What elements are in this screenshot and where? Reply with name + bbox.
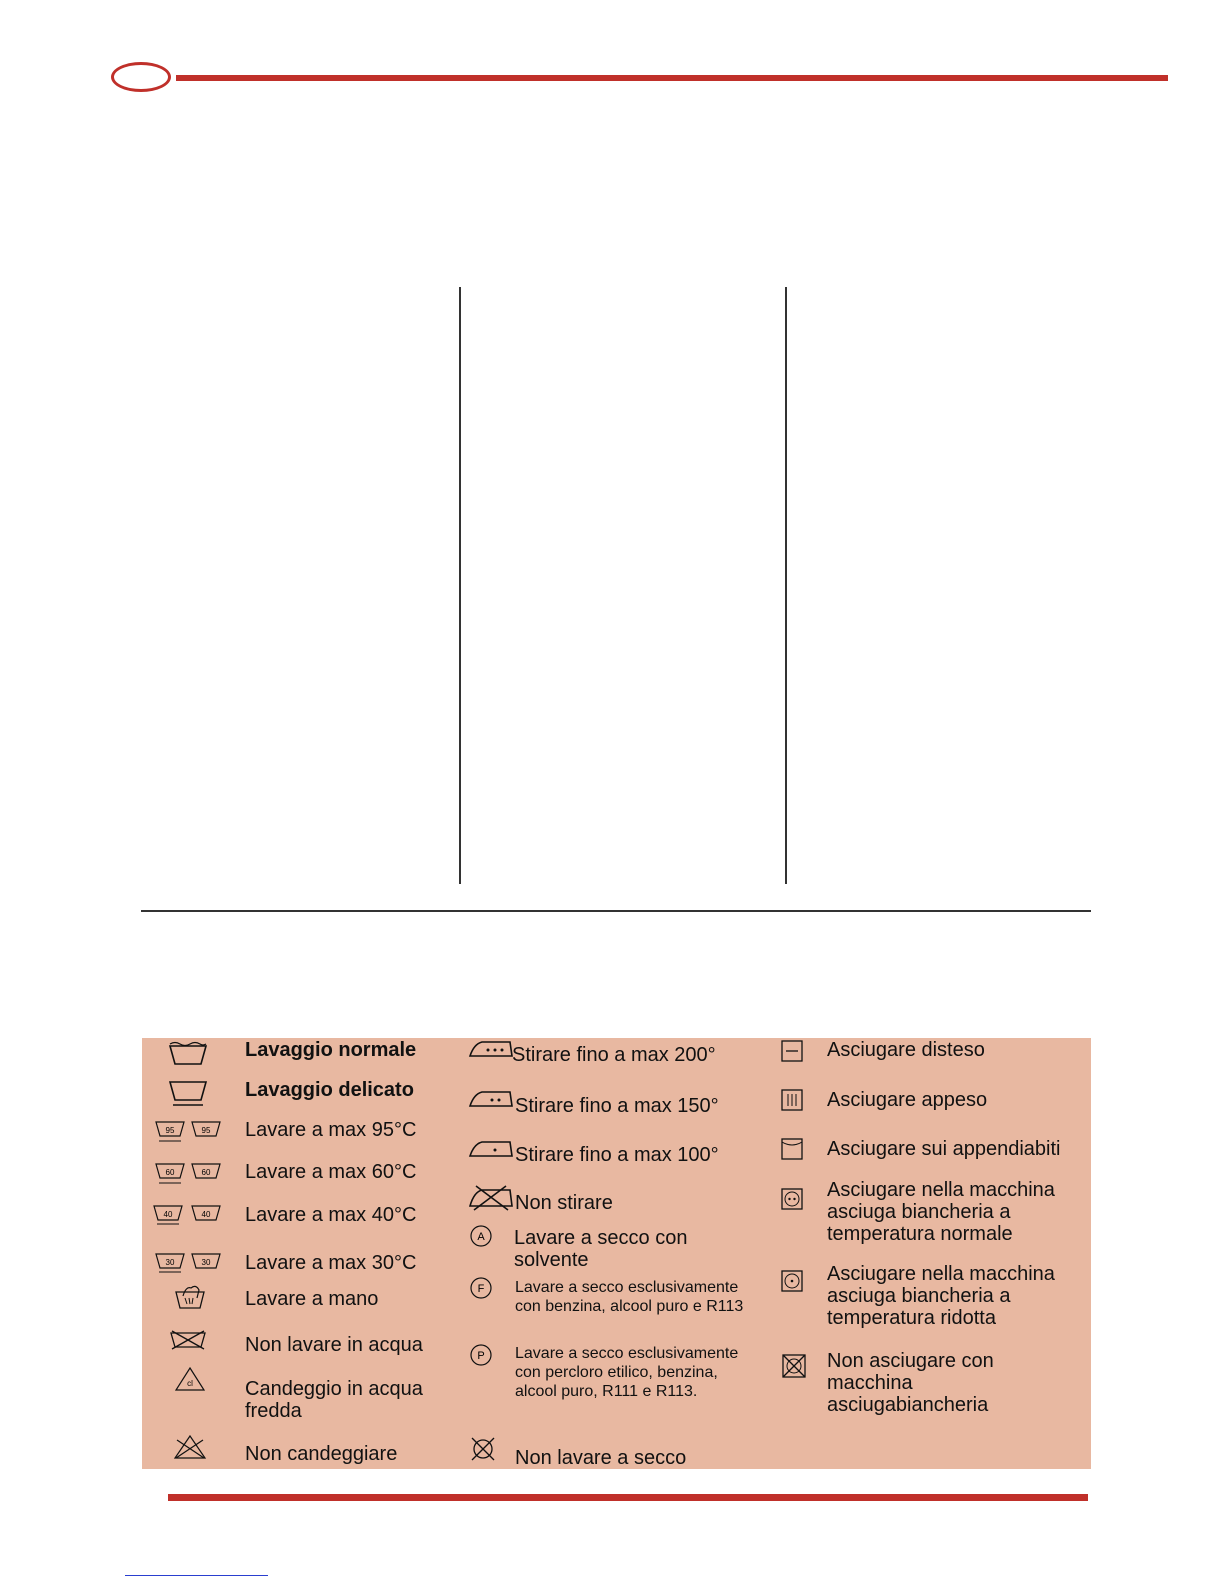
svg-text:P: P <box>477 1350 485 1362</box>
dry-clean-petrol-label: Lavare a secco esclusivamente con benzina, alcool puro e R113 <box>515 1279 744 1315</box>
tumble-dry-normal-icon <box>781 1188 803 1210</box>
no-tumble-dry-label: Non asciugare con macchina asciugabiancheria <box>827 1350 994 1416</box>
svg-text:F: F <box>477 1283 485 1295</box>
iron-150-label: Stirare fino a max 150° <box>515 1095 719 1117</box>
wash-95-label: Lavare a max 95°C <box>245 1119 417 1141</box>
drip-dry-icon <box>781 1089 803 1111</box>
iron-1-dot-icon <box>468 1138 514 1160</box>
section-divider <box>141 910 1091 912</box>
svg-text:60: 60 <box>165 1168 175 1177</box>
tumble-dry-normal-label: Asciugare nella macchina asciuga biancheria a temperatura normale <box>827 1179 1055 1245</box>
dry-clean-solvent-label: Lavare a secco con solvente <box>514 1227 688 1271</box>
iron-3-dots-icon <box>468 1038 514 1060</box>
dry-clean-p-icon <box>469 1343 493 1367</box>
svg-text:40: 40 <box>201 1210 211 1219</box>
dry-clean-f-icon <box>469 1276 493 1300</box>
drip-dry-label: Asciugare appeso <box>827 1089 988 1111</box>
svg-text:60: 60 <box>201 1168 211 1177</box>
dry-flat-icon <box>781 1040 803 1062</box>
tumble-dry-low-label: Asciugare nella macchina asciuga biancheria a temperatura ridotta <box>827 1263 1055 1329</box>
wash-40-icon <box>152 1202 224 1228</box>
column-divider-right <box>785 287 787 884</box>
dry-flat-label: Asciugare disteso <box>827 1039 985 1061</box>
no-dry-clean-icon <box>470 1436 496 1462</box>
bleach-cl-icon <box>174 1366 206 1392</box>
column-divider-left <box>459 287 461 884</box>
tumble-dry-low-icon <box>781 1270 803 1292</box>
no-iron-icon <box>468 1184 514 1210</box>
wash-normal-label: Lavaggio normale <box>245 1039 417 1061</box>
no-dry-clean-label: Non lavare a secco <box>515 1447 687 1469</box>
care-symbols-panel <box>142 1038 1091 1469</box>
no-iron-label: Non stirare <box>515 1192 613 1214</box>
line-dry-label: Asciugare sui appendiabiti <box>827 1138 1061 1160</box>
wash-40-label: Lavare a max 40°C <box>245 1204 417 1226</box>
bleach-cold-label: Candeggio in acqua fredda <box>245 1378 423 1422</box>
iron-100-label: Stirare fino a max 100° <box>515 1144 719 1166</box>
svg-text:A: A <box>477 1231 485 1243</box>
no-bleach-label: Non candeggiare <box>245 1443 398 1465</box>
footer-link-underline[interactable] <box>125 1575 268 1576</box>
iron-2-dots-icon <box>468 1088 514 1110</box>
language-badge <box>111 62 171 92</box>
no-bleach-icon <box>172 1434 208 1460</box>
no-wash-label: Non lavare in acqua <box>245 1334 423 1356</box>
dry-clean-a-icon <box>469 1224 493 1248</box>
line-dry-icon <box>781 1138 803 1160</box>
wash-tub-delicate-icon <box>168 1078 210 1108</box>
hand-wash-icon <box>174 1282 206 1312</box>
dry-clean-perchlor-label: Lavare a secco esclusivamente con percloro etilico, benzina, alcool puro, R111 e R113. <box>515 1345 739 1400</box>
svg-text:30: 30 <box>165 1258 175 1267</box>
svg-text:30: 30 <box>201 1258 211 1267</box>
svg-text:40: 40 <box>163 1210 173 1219</box>
wash-30-icon <box>154 1250 224 1276</box>
footer-rule <box>168 1494 1088 1501</box>
no-wash-icon <box>168 1328 208 1352</box>
header-rule <box>176 75 1168 81</box>
wash-60-label: Lavare a max 60°C <box>245 1161 417 1183</box>
wash-60-icon <box>154 1160 224 1186</box>
iron-200-label: Stirare fino a max 200° <box>512 1044 716 1066</box>
wash-delicate-label: Lavaggio delicato <box>245 1079 414 1101</box>
wash-30-label: Lavare a max 30°C <box>245 1252 417 1274</box>
no-tumble-dry-icon <box>782 1354 808 1378</box>
hand-wash-label: Lavare a mano <box>245 1288 379 1310</box>
wash-95-icon <box>154 1118 224 1144</box>
svg-text:95: 95 <box>201 1126 211 1135</box>
wash-tub-icon <box>168 1040 210 1066</box>
svg-text:95: 95 <box>165 1126 175 1135</box>
svg-text:cl: cl <box>187 1379 193 1388</box>
